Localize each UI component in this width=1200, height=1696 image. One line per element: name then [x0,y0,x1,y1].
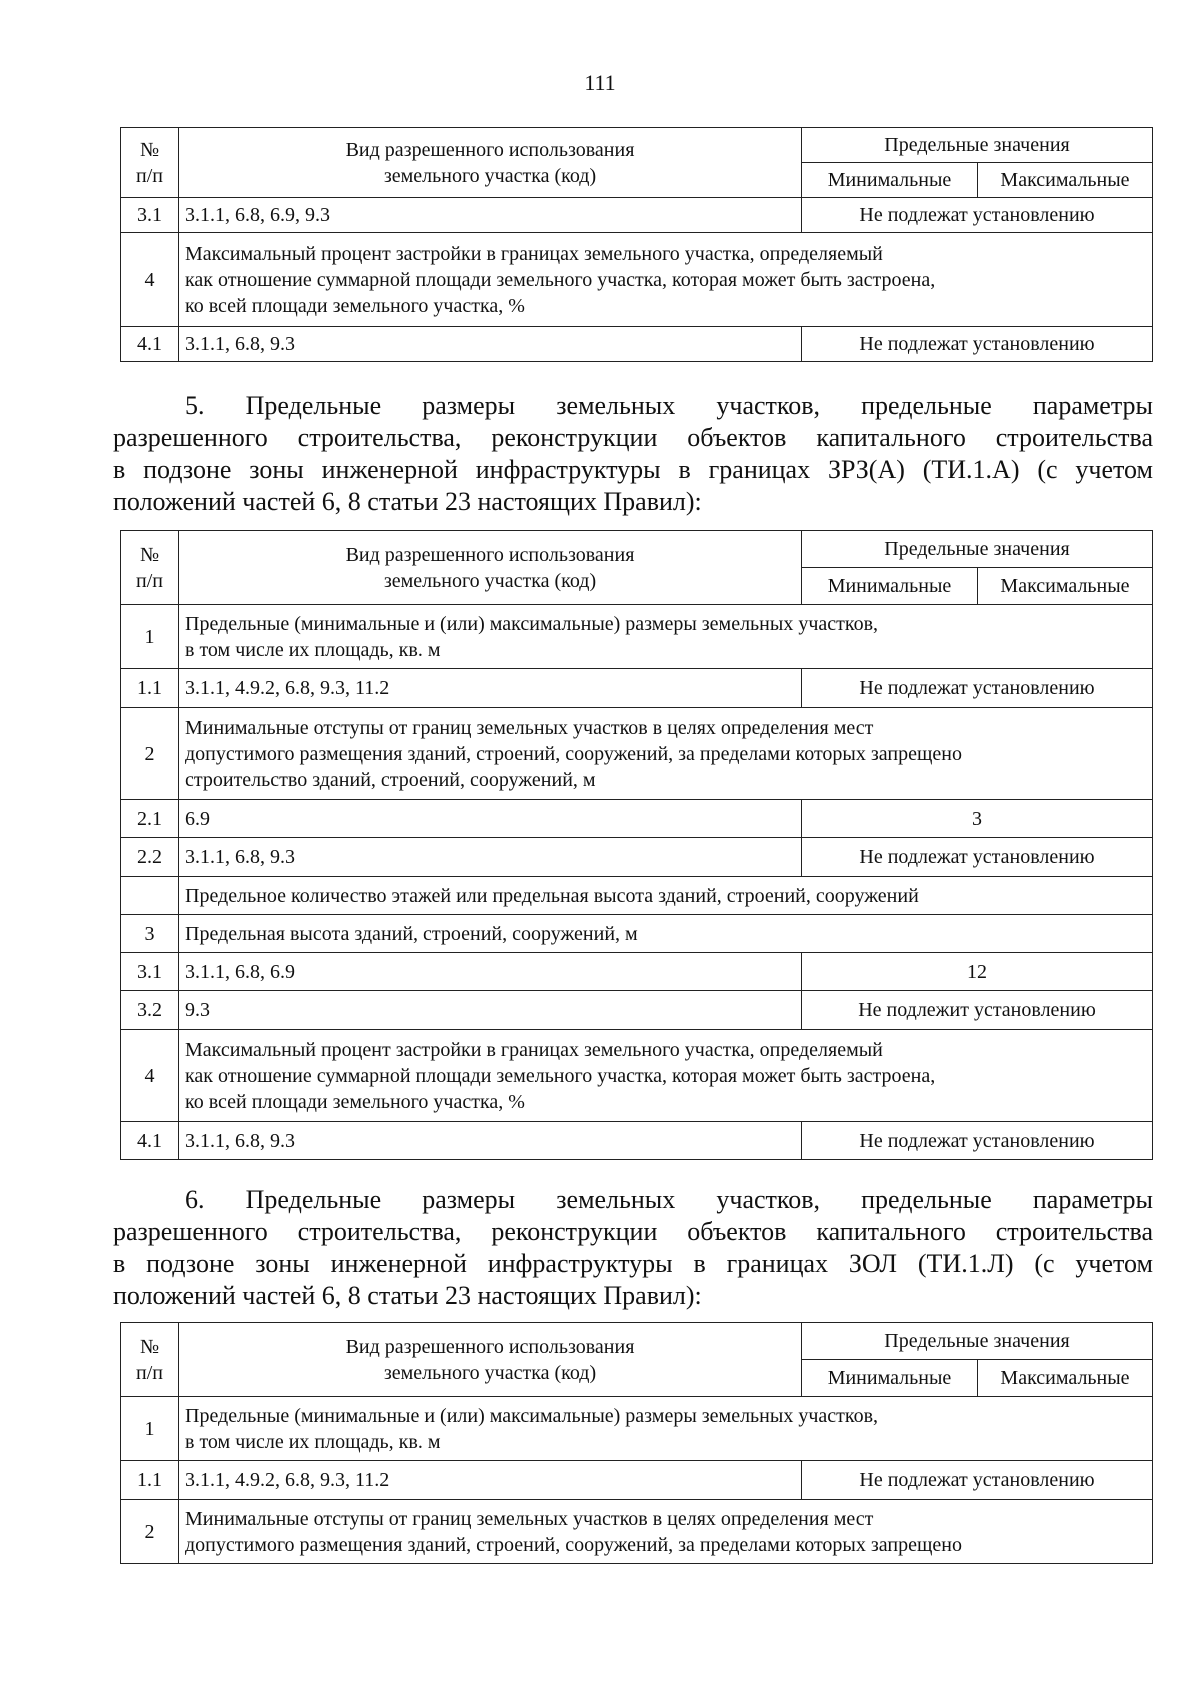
table-zone-zol [120,1322,1153,1564]
table-row: 4.1 3.1.1, 6.8, 9.3 Не подлежат установлению [121,1122,1153,1160]
table-row: 3.1 3.1.1, 6.8, 6.9, 9.3 Не подлежат установлению [121,198,1153,233]
table-row: 4 Максимальный процент застройки в границах земельного участка, определяемый как отношение суммарной площади земельного участка, которая может быть застроена, ко всей площади земельного участка, % [121,1030,1153,1122]
header-num: № п/п [121,1323,179,1397]
table-row: 3 Предельная высота зданий, строений, сооружений, м [121,915,1153,953]
table-zone-continuation [120,127,1153,362]
table-row: 1.1 3.1.1, 4.9.2, 6.8, 9.3, 11.2 Не подлежат установлению [121,669,1153,708]
table-row: 1 Предельные (минимальные и (или) максимальные) размеры земельных участков, в том числе их площадь, кв. м [121,605,1153,669]
header-max: Максимальные [977,1360,1152,1397]
table-row: 1.1 3.1.1, 4.9.2, 6.8, 9.3, 11.2 Не подлежат установлению [121,1461,1153,1500]
paragraph-6: 6. Предельные размеры земельных участков, предельные параметры разрешенного строительства, реконструкции объектов капитального строительства в подзоне зоны инженерной инфраструктуры в границах ЗОЛ (ТИ.1.Л) (с учетом положений частей 6, 8 статьи 23 настоящих Правил): [113,1185,1153,1310]
table-row: 2.2 3.1.1, 6.8, 9.3 Не подлежат установлению [121,838,1153,877]
table-row: 3.2 9.3 Не подлежит установлению [121,991,1153,1030]
header-limit-values: Предельные значения [801,531,1152,568]
table-row: 4 Максимальный процент застройки в границах земельного участка, определяемый как отношение суммарной площади земельного участка, которая может быть застроена, ко всей площади земельного участка, % [121,233,1153,327]
header-limit-values: Предельные значения [801,1323,1152,1360]
table-zone-zrz-a [120,530,1153,1160]
header-max: Максимальные [977,568,1152,605]
page-number: 111 [584,70,616,95]
paragraph-5: 5. Предельные размеры земельных участков, предельные параметры разрешенного строительства, реконструкции объектов капитального строительства в подзоне зоны инженерной инфраструктуры в границах ЗРЗ(А) (ТИ.1.А) (с учетом положений частей 6, 8 статьи 23 настоящих Правил): [113,391,1153,516]
header-num: № п/п [121,128,179,198]
table-row: 2.1 6.9 3 [121,800,1153,838]
header-max: Максимальные [977,163,1152,198]
table-row: 3.1 3.1.1, 6.8, 6.9 12 [121,953,1153,991]
table-row: 2 Минимальные отступы от границ земельных участков в целях определения мест допустимого размещения зданий, строений, сооружений, за пределами которых запрещено строительство зданий, строений, сооружений, м [121,708,1153,800]
table-row: 1 Предельные (минимальные и (или) максимальные) размеры земельных участков, в том числе их площадь, кв. м [121,1397,1153,1461]
table-row: 2 Минимальные отступы от границ земельных участков в целях определения мест допустимого размещения зданий, строений, сооружений, за пределами которых запрещено [121,1500,1153,1564]
header-limit-values: Предельные значения [801,128,1152,163]
header-land-use-type: Вид разрешенного использования земельного участка (код) [179,1323,802,1397]
header-land-use-type: Вид разрешенного использования земельного участка (код) [179,531,802,605]
header-num: № п/п [121,531,179,605]
table-row: 4.1 3.1.1, 6.8, 9.3 Не подлежат установлению [121,327,1153,362]
header-land-use-type: Вид разрешенного использования земельного участка (код) [179,128,802,198]
table-row: Предельное количество этажей или предельная высота зданий, строений, сооружений [121,877,1153,915]
header-min: Минимальные [801,1360,977,1397]
header-min: Минимальные [801,568,977,605]
header-min: Минимальные [801,163,977,198]
